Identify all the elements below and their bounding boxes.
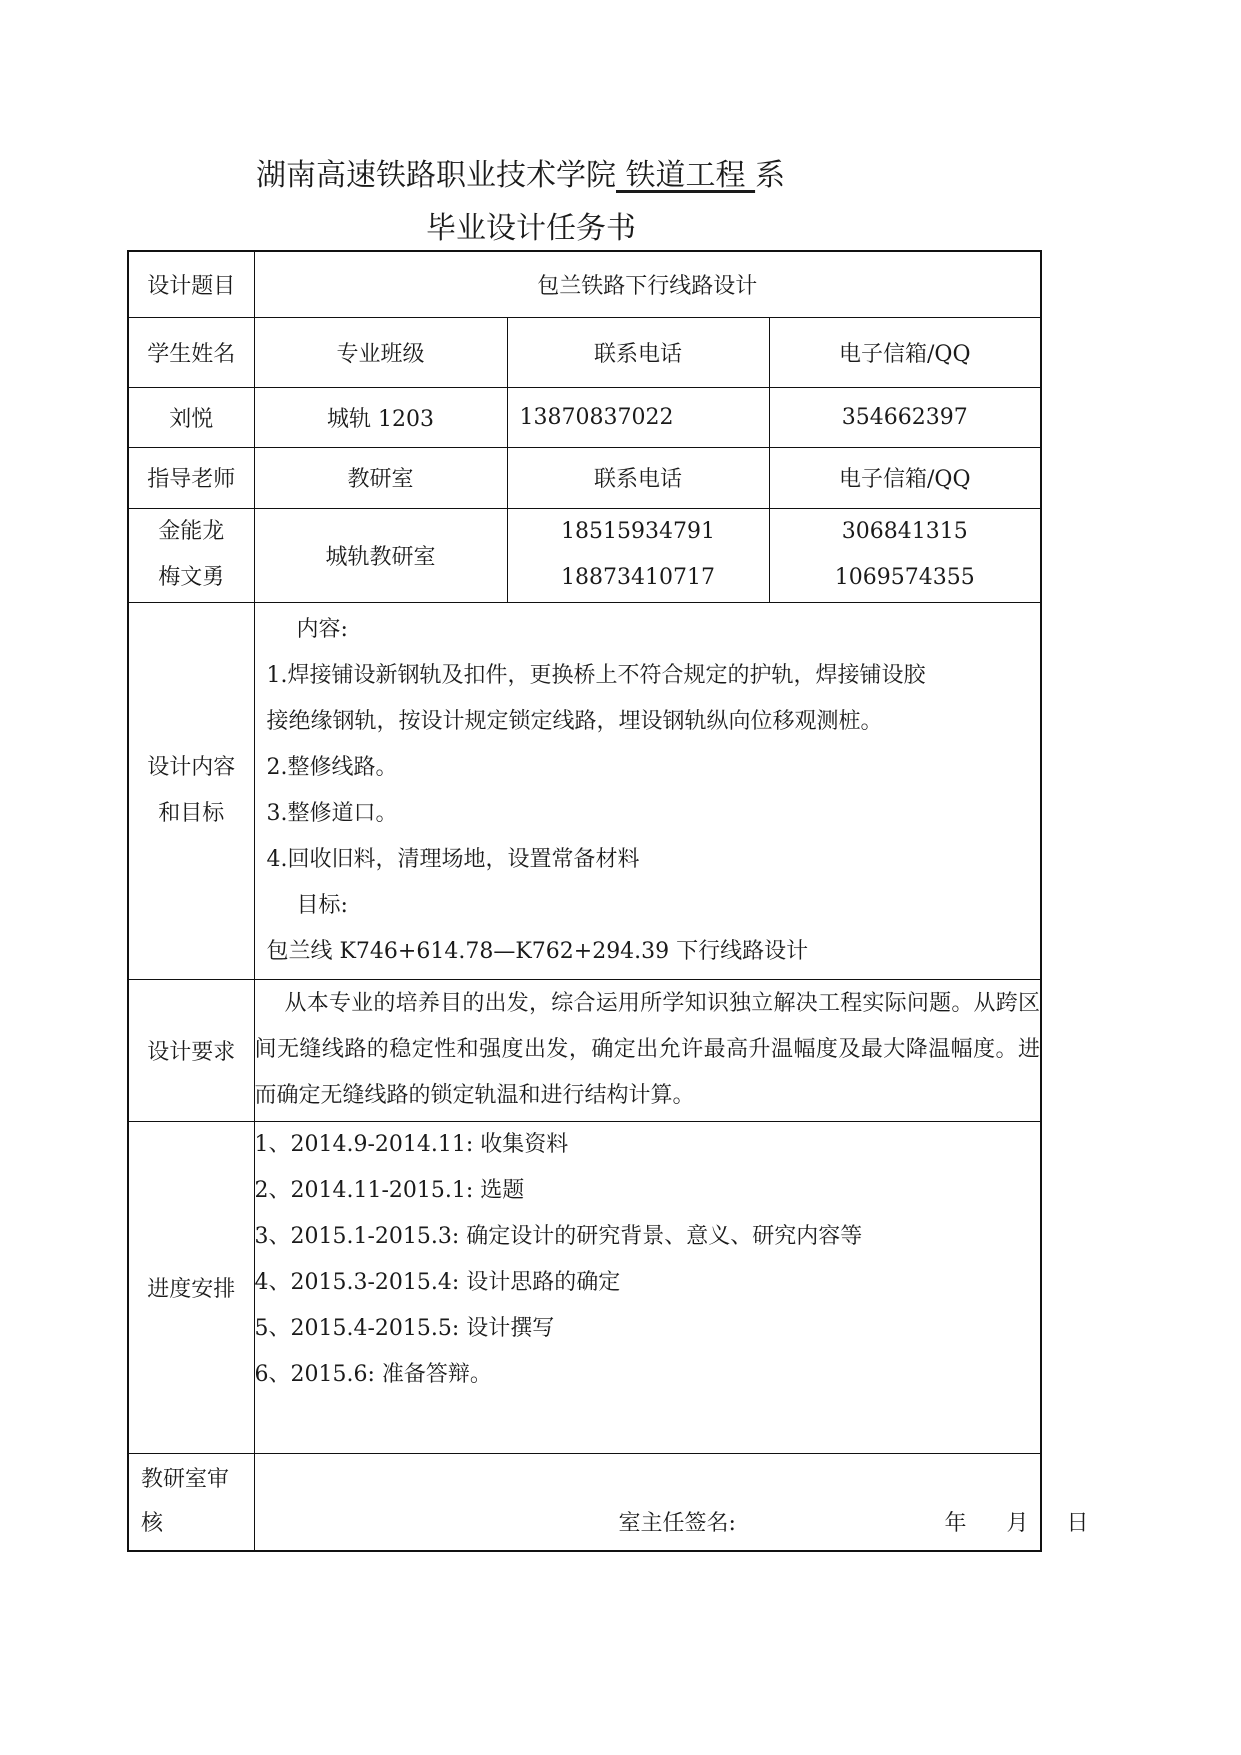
topic-row xyxy=(128,251,1041,317)
content-line: 4.回收旧料，清理场地，设置常备材料 xyxy=(266,846,640,872)
content-body xyxy=(254,602,1041,979)
content-line: 3.整修道口。 xyxy=(266,800,398,826)
goal-line: 包兰线 K746+614.78—K762+294.39 下行线路设计 xyxy=(266,938,809,964)
document-title-line1 xyxy=(256,150,785,194)
review-signature-area xyxy=(254,1453,1089,1551)
review-row xyxy=(128,1453,1041,1551)
teacher-office-header: 教研室 xyxy=(254,447,507,508)
student-name: 刘悦 xyxy=(128,387,254,447)
schedule-item: 4、2015.3-2015.4: 设计思路的确定 xyxy=(254,1269,621,1295)
schedule-item: 2、2014.11-2015.1: 选题 xyxy=(254,1177,525,1203)
student-qq: 354662397 xyxy=(769,387,1041,447)
schedule-item: 6、2015.6: 准备答辩。 xyxy=(254,1361,492,1387)
department-name: 铁道工程 xyxy=(616,158,756,193)
teacher-name: 梅文勇 xyxy=(158,565,225,590)
teacher-office: 城轨教研室 xyxy=(254,508,507,602)
teacher-phones xyxy=(507,508,769,602)
teacher-qq: 306841315 xyxy=(841,519,968,544)
signature-year: 年 xyxy=(944,1510,967,1536)
teacher-name: 金能龙 xyxy=(158,519,225,544)
student-name-header: 学生姓名 xyxy=(128,317,254,387)
task-form-table xyxy=(127,250,1089,1552)
student-header-row xyxy=(128,317,1041,387)
schedule-body xyxy=(254,1121,1041,1453)
content-line: 2.整修线路。 xyxy=(266,754,398,780)
requirements-row xyxy=(128,979,1041,1121)
schedule-item: 3、2015.1-2015.3: 确定设计的研究背景、意义、研究内容等 xyxy=(254,1223,863,1249)
topic-label: 设计题目 xyxy=(128,251,254,317)
schedule-item: 1、2014.9-2014.11: 收集资料 xyxy=(254,1131,569,1157)
signature-month: 月 xyxy=(1006,1510,1029,1536)
student-row xyxy=(128,387,1041,447)
teacher-qqs xyxy=(769,508,1041,602)
college-name: 湖南高速铁路职业技术学院 xyxy=(256,158,616,193)
teacher-names xyxy=(128,508,254,602)
content-row xyxy=(128,602,1041,979)
student-phone-header: 联系电话 xyxy=(507,317,769,387)
teacher-name-header: 指导老师 xyxy=(128,447,254,508)
signature-label: 室主任签名: xyxy=(618,1510,736,1536)
teacher-email-header: 电子信箱/QQ xyxy=(769,447,1041,508)
student-phone: 13870837022 xyxy=(507,387,769,447)
content-line: 1.焊接铺设新钢轨及扣件，更换桥上不符合规定的护轨，焊接铺设胶 xyxy=(266,662,926,688)
goal-heading: 目标: xyxy=(296,892,348,918)
requirements-text: 从本专业的培养目的出发，综合运用所学知识独立解决工程实际问题。从跨区间无缝线路的稳定性和强度出发，确定出允许最高升温幅度及最大降温幅度。进而确定无缝线路的锁定轨温和进行结构计算。 xyxy=(254,979,1041,1121)
content-heading: 内容: xyxy=(296,616,348,642)
student-email-header: 电子信箱/QQ xyxy=(769,317,1041,387)
schedule-row xyxy=(128,1121,1041,1453)
signature-day: 日 xyxy=(1066,1510,1089,1536)
review-label: 教研室审 核 xyxy=(128,1453,254,1551)
student-class: 城轨 1203 xyxy=(254,387,507,447)
requirements-label: 设计要求 xyxy=(128,979,254,1121)
student-class-header: 专业班级 xyxy=(254,317,507,387)
teacher-row xyxy=(128,508,1041,602)
teacher-phone-header: 联系电话 xyxy=(507,447,769,508)
content-line: 接绝缘钢轨，按设计规定锁定线路，埋设钢轨纵向位移观测桩。 xyxy=(266,708,883,734)
schedule-item: 5、2015.4-2015.5: 设计撰写 xyxy=(254,1315,555,1341)
teacher-header-row xyxy=(128,447,1041,508)
schedule-label: 进度安排 xyxy=(128,1121,254,1453)
topic-value: 包兰铁路下行线路设计 xyxy=(254,251,1041,317)
document-title: 毕业设计任务书 xyxy=(426,211,636,246)
teacher-qq: 1069574355 xyxy=(834,565,975,590)
teacher-phone: 18873410717 xyxy=(561,565,715,590)
department-suffix: 系 xyxy=(755,158,786,193)
teacher-phone: 18515934791 xyxy=(561,519,715,544)
content-label: 设计内容 和目标 xyxy=(128,602,254,979)
